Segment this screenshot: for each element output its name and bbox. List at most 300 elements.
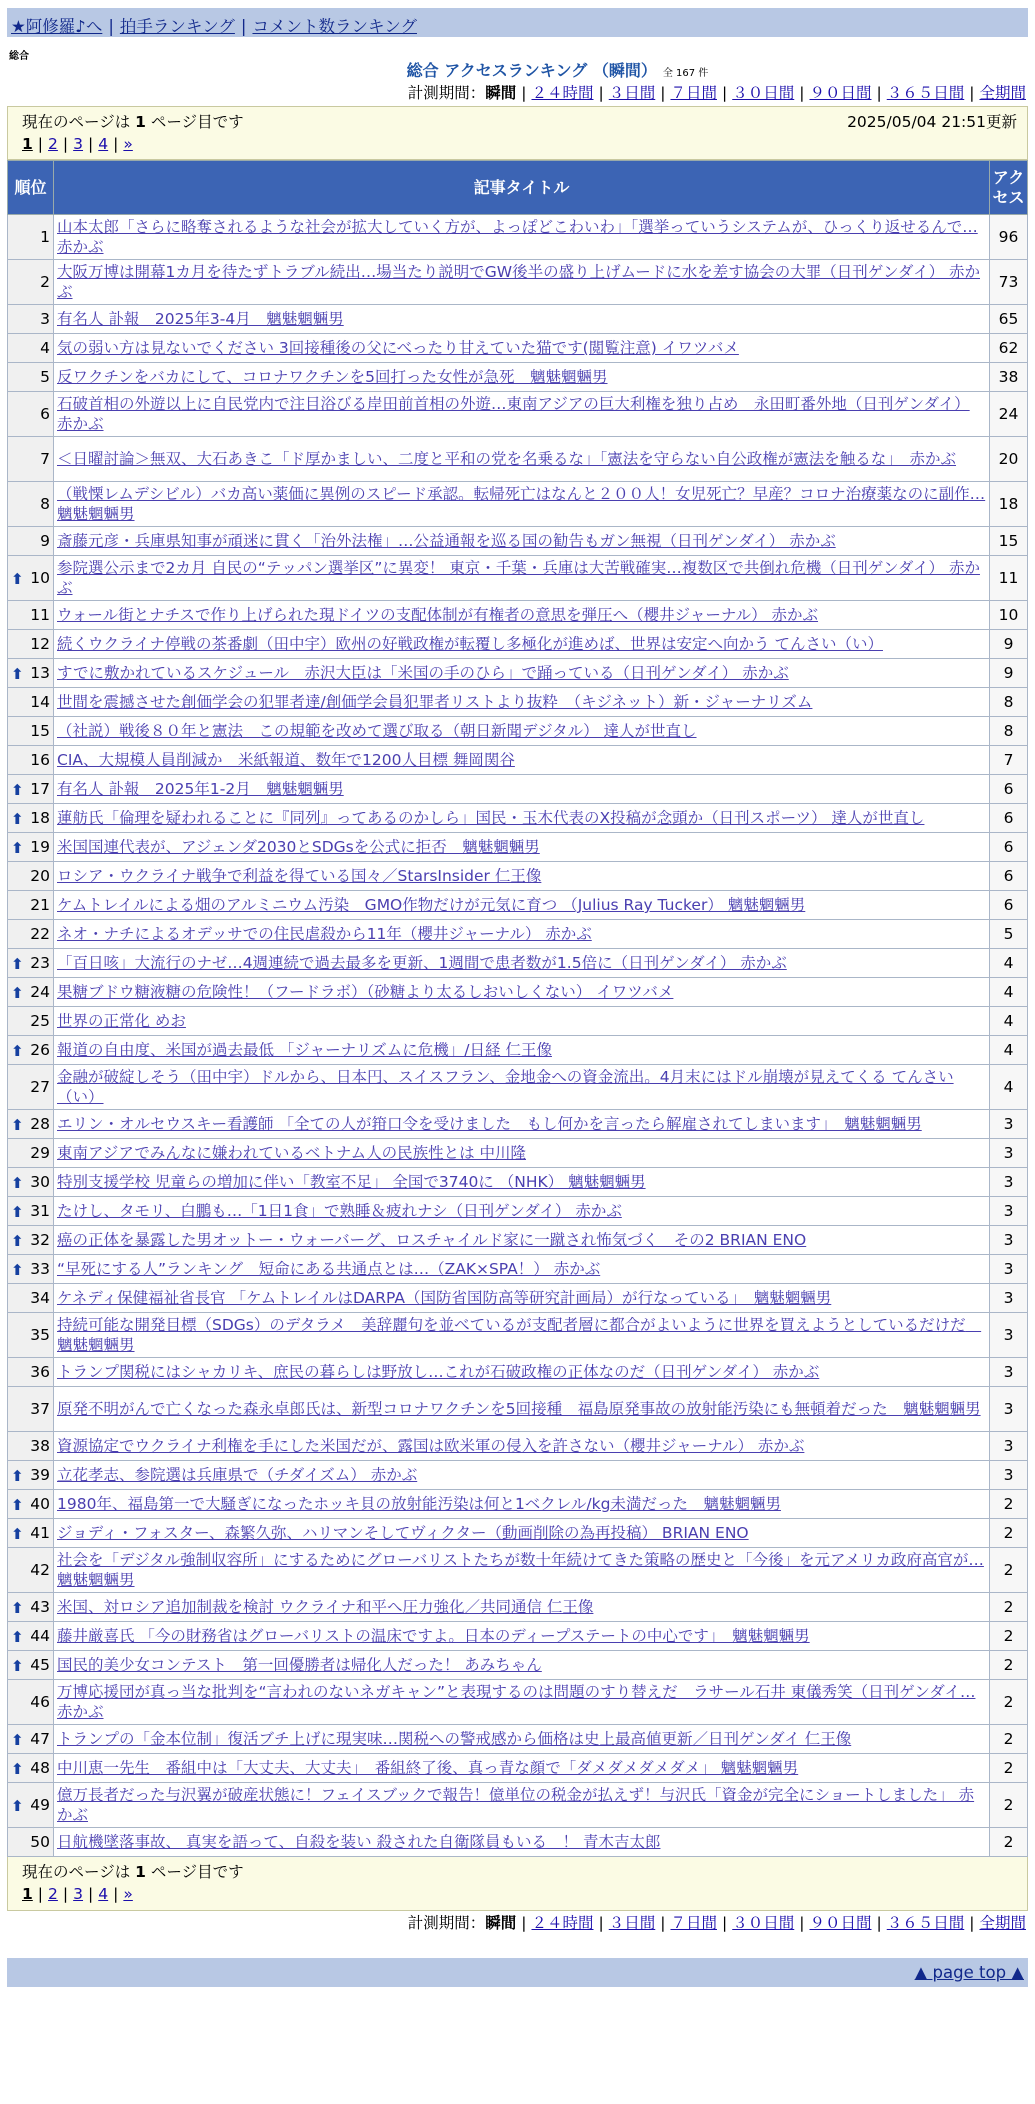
- comment-ranking-link[interactable]: コメント数ランキング: [252, 17, 417, 36]
- rank-number: 48: [30, 1759, 50, 1777]
- access-count: 24: [990, 392, 1028, 437]
- article-title-link[interactable]: 藤井厳喜氏 「今の財務省はグローバリストの温床ですよ。日本のディープステートの中心です」 魑魅魍魎男: [57, 1627, 810, 1645]
- pager-status: [22, 110, 1017, 132]
- access-count: 3: [990, 1168, 1028, 1197]
- access-count: 2: [990, 1680, 1028, 1725]
- article-title-link[interactable]: 米国、対ロシア追加制裁を検討 ウクライナ和平へ圧力強化／共同通信 仁王像: [57, 1598, 594, 1616]
- separator: |: [799, 1914, 805, 1932]
- rank-cell: [8, 833, 54, 862]
- article-title-link[interactable]: 金融が破綻しそう（田中宇）ドルから、日本円、スイスフラン、金地金への資金流出。4月末にはドル崩壊が見えてくる てんさい（い）: [57, 1068, 954, 1106]
- rank-header: 順位: [8, 161, 54, 215]
- article-title-link[interactable]: 原発不明がんで亡くなった森永卓郎氏は、新型コロナワクチンを5回接種 福島原発事故の放射能汚染にも無頓着だった 魑魅魍魎男: [57, 1400, 981, 1418]
- access-count: 2: [990, 1519, 1028, 1548]
- table-row: [8, 260, 1028, 305]
- rank-cell: [8, 630, 54, 659]
- title-cell: [54, 1783, 990, 1828]
- rank-cell: [8, 1461, 54, 1490]
- table-row: [8, 1226, 1028, 1255]
- page-text-pre: 現在のページは: [22, 1863, 131, 1881]
- article-title-link[interactable]: 報道の自由度、米国が過去最低 「ジャーナリズムに危機」/日経 仁王像: [57, 1041, 552, 1059]
- separator: |: [876, 84, 882, 102]
- access-count: 11: [990, 556, 1028, 601]
- bottom-period-link[interactable]: ３日間: [608, 1914, 656, 1932]
- rank-number: 39: [30, 1466, 50, 1484]
- page-number: 1: [135, 1863, 146, 1881]
- access-count: 15: [990, 527, 1028, 556]
- page-title: [87, 61, 1028, 81]
- rank-up-arrow-icon: ⬆: [11, 665, 24, 683]
- separator: |: [969, 84, 975, 102]
- separator: |: [876, 1914, 882, 1932]
- article-title-link[interactable]: 億万長者だった与沢翼が破産状態に！フェイスブックで報告！億単位の税金が払えず！与沢氏「資金が完全にショートしました」 赤かぶ: [57, 1786, 975, 1824]
- rank-cell: [8, 1548, 54, 1593]
- separator: |: [598, 84, 604, 102]
- access-count: 62: [990, 334, 1028, 363]
- title-cell: [54, 978, 990, 1007]
- article-title-link[interactable]: 続くウクライナ停戦の茶番劇（田中宇）欧州の好戦政権が転覆し多極化が進めば、世界は安定へ向かう てんさい（い）: [57, 635, 883, 653]
- top-page-1-link[interactable]: 1: [22, 135, 33, 153]
- bottom-page-link[interactable]: 4: [98, 1885, 109, 1903]
- rank-cell: [8, 601, 54, 630]
- table-row: [8, 363, 1028, 392]
- separator: |: [37, 1885, 44, 1903]
- period-current: 瞬間: [485, 1914, 517, 1932]
- title-cell: [54, 305, 990, 334]
- title-cell: [54, 833, 990, 862]
- title-cell: [54, 482, 990, 527]
- bottom-period-link[interactable]: ２４時間: [531, 1914, 594, 1932]
- title-cell: [54, 215, 990, 260]
- rank-cell: [8, 1255, 54, 1284]
- rank-number: 3: [40, 310, 50, 328]
- title-cell: [54, 392, 990, 437]
- article-title-link[interactable]: 気の弱い方は見ないでください 3回接種後の父にべったり甘えていた猫です(閲覧注意) イワツバメ: [57, 339, 739, 357]
- table-row: [8, 1065, 1028, 1110]
- bottom-page-1-link[interactable]: 1: [22, 1885, 33, 1903]
- table-row: [8, 392, 1028, 437]
- bottom-page-link[interactable]: 3: [73, 1885, 84, 1903]
- top-period-link[interactable]: ３０日間: [732, 84, 795, 102]
- table-row: [8, 334, 1028, 363]
- rank-cell: [8, 688, 54, 717]
- title-cell: [54, 363, 990, 392]
- table-row: [8, 305, 1028, 334]
- table-row: [8, 891, 1028, 920]
- title-cell: [54, 1593, 990, 1622]
- rank-cell: [8, 1168, 54, 1197]
- table-row: [8, 1168, 1028, 1197]
- table-row: [8, 1651, 1028, 1680]
- rank-cell: [8, 1680, 54, 1725]
- table-row: [8, 949, 1028, 978]
- article-title-link[interactable]: たけし、タモリ、白鵬も…「1日1食」で熟睡＆疲れナシ（日刊ゲンダイ） 赤かぶ: [57, 1202, 622, 1220]
- article-title-link[interactable]: 大阪万博は開幕1カ月を待たずトラブル続出…場当たり説明でGW後半の盛り上げムードに水を差す協会の大罪（日刊ゲンダイ） 赤かぶ: [57, 263, 980, 301]
- table-row: [8, 1725, 1028, 1754]
- rank-number: 15: [30, 722, 50, 740]
- rank-number: 22: [30, 925, 50, 943]
- separator: |: [799, 84, 805, 102]
- pager-bottom: [7, 1857, 1028, 1911]
- rank-cell: [8, 482, 54, 527]
- title-cell: [54, 1432, 990, 1461]
- article-title-link[interactable]: 日航機墜落事故、 真実を語って、自殺を装い 殺された自衛隊員もいる ！ 青木吉太郎: [57, 1833, 661, 1851]
- access-count: 3: [990, 1461, 1028, 1490]
- rank-number: 5: [40, 368, 50, 386]
- rank-cell: [8, 1387, 54, 1432]
- rank-up-arrow-icon: ⬆: [11, 810, 24, 828]
- title-cell: [54, 1725, 990, 1754]
- article-title-link[interactable]: すでに敷かれているスケジュール 赤沢大臣は「米国の手のひら」で踊っている（日刊ゲンダイ） 赤かぶ: [57, 664, 789, 682]
- rank-number: 44: [30, 1627, 50, 1645]
- rank-up-arrow-icon: ⬆: [11, 1657, 24, 1675]
- top-page-link[interactable]: 2: [48, 135, 58, 153]
- rank-number: 36: [30, 1363, 50, 1381]
- rank-cell: [8, 949, 54, 978]
- rank-cell: [8, 1226, 54, 1255]
- rank-up-arrow-icon: ⬆: [11, 1467, 24, 1485]
- rank-number: 34: [30, 1289, 50, 1307]
- rank-number: 27: [30, 1078, 50, 1096]
- bottom-period-link[interactable]: ３６５日間: [886, 1914, 965, 1932]
- access-count: 6: [990, 862, 1028, 891]
- rank-number: 42: [30, 1561, 50, 1579]
- title-cell: [54, 659, 990, 688]
- article-title-link[interactable]: ＜日曜討論＞無双、大石あきこ「ド厚かましい、二度と平和の党を名乗るな」「憲法を守らない自公政権が憲法を触るな」 赤かぶ: [57, 450, 957, 468]
- article-title-link[interactable]: 万博応援団が真っ当な批判を“言われのないネガキャン”と表現するのは問題のすり替えだ ラサール石井 東儀秀笑（日刊ゲンダイ… 赤かぶ: [57, 1683, 976, 1721]
- title-cell: [54, 862, 990, 891]
- title-cell: [54, 688, 990, 717]
- access-count: 18: [990, 482, 1028, 527]
- rank-cell: [8, 1110, 54, 1139]
- access-count: 3: [990, 1110, 1028, 1139]
- rank-cell: [8, 437, 54, 482]
- article-title-link[interactable]: 立花孝志、参院選は兵庫県で（チダイズム） 赤かぶ: [57, 1466, 418, 1484]
- article-title-link[interactable]: 世界の正常化 めお: [57, 1012, 186, 1030]
- rank-number: 13: [30, 664, 50, 682]
- access-count: 3: [990, 1313, 1028, 1358]
- article-title-link[interactable]: 癌の正体を暴露した男オットー・ウォーバーグ、ロスチャイルド家に一蹴され怖気づく その2 BRIAN ENO: [57, 1231, 807, 1249]
- rank-number: 18: [30, 809, 50, 827]
- rank-cell: [8, 1593, 54, 1622]
- title-cell: [54, 437, 990, 482]
- article-title-link[interactable]: トランプの「金本位制」復活ブチ上げに現実味…関税への警戒感から価格は史上最高値更新／日刊ゲンダイ 仁王像: [57, 1730, 852, 1748]
- rank-number: 49: [30, 1796, 50, 1814]
- article-title-link[interactable]: 斎藤元彦・兵庫県知事が頑迷に貫く「治外法権」…公益通報を巡る国の勧告もガン無視（日刊ゲンダイ） 赤かぶ: [57, 532, 836, 550]
- rank-cell: [8, 1519, 54, 1548]
- rank-number: 28: [30, 1115, 50, 1133]
- rank-cell: [8, 1139, 54, 1168]
- title-cell: [54, 1548, 990, 1593]
- access-count: 38: [990, 363, 1028, 392]
- table-row: [8, 1461, 1028, 1490]
- separator: |: [88, 135, 94, 153]
- rank-up-arrow-icon: ⬆: [11, 1232, 24, 1250]
- title-cell: [54, 1110, 990, 1139]
- top-period-link[interactable]: ７日間: [670, 84, 717, 102]
- table-row: [8, 1754, 1028, 1783]
- rank-cell: [8, 1783, 54, 1828]
- top-period-link[interactable]: ９０日間: [809, 84, 872, 102]
- ranking-title: 総合 アクセスランキング （瞬間）: [406, 61, 657, 80]
- table-row: [8, 1593, 1028, 1622]
- title-cell: [54, 1387, 990, 1432]
- table-row: [8, 978, 1028, 1007]
- rank-up-arrow-icon: ⬆: [11, 839, 24, 857]
- table-row: [8, 717, 1028, 746]
- separator: |: [62, 1885, 69, 1903]
- table-row: [8, 1783, 1028, 1828]
- rank-number: 16: [30, 751, 50, 769]
- article-title-link[interactable]: ウォール街とナチスで作り上げられた現ドイツの支配体制が有権者の意思を弾圧へ（櫻井ジャーナル） 赤かぶ: [57, 606, 819, 624]
- rank-number: 4: [40, 339, 50, 357]
- access-count: 3: [990, 1226, 1028, 1255]
- access-count: 2: [990, 1622, 1028, 1651]
- article-title-link[interactable]: 東南アジアでみんなに嫌われているベトナム人の民族性とは 中川隆: [57, 1144, 526, 1162]
- table-row: [8, 1036, 1028, 1065]
- rank-up-arrow-icon: ⬆: [11, 1116, 24, 1134]
- top-period-link[interactable]: ２４時間: [531, 84, 594, 102]
- table-row: [8, 1007, 1028, 1036]
- rank-number: 47: [30, 1730, 50, 1748]
- current-page-text: [22, 1860, 244, 1882]
- article-title-link[interactable]: 反ワクチンをバカにして、コロナワクチンを5回打った女性が急死 魑魅魍魎男: [57, 368, 608, 386]
- access-count: 3: [990, 1284, 1028, 1313]
- table-row: [8, 920, 1028, 949]
- article-title-link[interactable]: CIA、大規模人員削減か 米紙報道、数年で1200人目標 舞岡関谷: [57, 751, 515, 769]
- title-cell: [54, 334, 990, 363]
- rank-number: 46: [30, 1693, 50, 1711]
- table-row: [8, 1490, 1028, 1519]
- access-count: 3: [990, 1255, 1028, 1284]
- rank-number: 21: [30, 896, 50, 914]
- rank-up-arrow-icon: ⬆: [11, 1174, 24, 1192]
- title-cell: [54, 556, 990, 601]
- bottom-period-link[interactable]: ９０日間: [809, 1914, 872, 1932]
- rank-up-arrow-icon: ⬆: [11, 1797, 24, 1815]
- period-label: 計測期間：: [407, 1914, 486, 1932]
- article-title-link[interactable]: 資源協定でウクライナ利権を手にした米国だが、露国は欧米軍の侵入を許さない（櫻井ジャーナル） 赤かぶ: [57, 1437, 805, 1455]
- article-title-link[interactable]: 1980年、福島第一で大騒ぎになったホッキ貝の放射能汚染は何と1ベクレル/kg未満だった 魑魅魍魎男: [57, 1495, 781, 1513]
- access-count: 3: [990, 1387, 1028, 1432]
- article-title-link[interactable]: トランプ関税にはシャカリキ、庶民の暮らしは野放し…これが石破政権の正体なのだ（日刊ゲンダイ） 赤かぶ: [57, 1363, 820, 1381]
- article-title-link[interactable]: ロシア・ウクライナ戦争で利益を得ている国々／StarsInsider 仁王像: [57, 867, 542, 885]
- access-count: 20: [990, 437, 1028, 482]
- article-title-link[interactable]: ケネディ保健福祉省長官 「ケムトレイルはDARPA（国防省国防高等研究計画局）が行なっている」 魑魅魍魎男: [57, 1289, 832, 1307]
- table-row: [8, 1680, 1028, 1725]
- rank-number: 30: [30, 1173, 50, 1191]
- rank-up-arrow-icon: ⬆: [11, 955, 24, 973]
- rank-up-arrow-icon: ⬆: [11, 984, 24, 1002]
- access-count: 2: [990, 1754, 1028, 1783]
- article-title-link[interactable]: 米国国連代表が、アジェンダ2030とSDGsを公式に拒否 魑魅魍魎男: [57, 838, 540, 856]
- top-page-link[interactable]: 3: [73, 135, 84, 153]
- table-row: [8, 630, 1028, 659]
- table-row: [8, 775, 1028, 804]
- rank-cell: [8, 392, 54, 437]
- rank-cell: [8, 260, 54, 305]
- title-cell: [54, 717, 990, 746]
- article-title-link[interactable]: ネオ・ナチによるオデッサでの住民虐殺から11年（櫻井ジャーナル） 赤かぶ: [57, 925, 592, 943]
- article-title-link[interactable]: 有名人 訃報 2025年1-2月 魑魅魍魎男: [57, 780, 344, 798]
- rank-up-arrow-icon: ⬆: [11, 1731, 24, 1749]
- rank-number: 11: [30, 606, 50, 624]
- current-page-text: [22, 110, 244, 132]
- access-count: 4: [990, 978, 1028, 1007]
- separator: |: [660, 84, 666, 102]
- article-title-link[interactable]: 有名人 訃報 2025年3-4月 魑魅魍魎男: [57, 310, 344, 328]
- access-count: 9: [990, 659, 1028, 688]
- article-title-link[interactable]: 社会を「デジタル強制収容所」にするためにグローバリストたちが数十年続けてきた策略の歴史と「今後」を元アメリカ政府高官が… 魑魅魍魎男: [57, 1551, 984, 1589]
- table-row: [8, 659, 1028, 688]
- rank-number: 32: [30, 1231, 50, 1249]
- article-title-link[interactable]: 蓮舫氏「倫理を疑われることに『同列』ってあるのかしら」国民・玉木代表のX投稿が念頭か（日刊スポーツ） 達人が世直し: [57, 809, 925, 827]
- rank-number: 20: [30, 867, 50, 885]
- title-cell: [54, 1226, 990, 1255]
- table-row: [8, 437, 1028, 482]
- article-title-link[interactable]: “早死にする人”ランキング 短命にある共通点とは…（ZAK×SPA！） 赤かぶ: [57, 1260, 601, 1278]
- table-row: [8, 215, 1028, 260]
- title-cell: [54, 1754, 990, 1783]
- rank-up-arrow-icon: ⬆: [11, 1042, 24, 1060]
- total-count: 全 167 件: [662, 68, 709, 79]
- page-text-post: ページ目です: [150, 113, 244, 131]
- table-row: [8, 527, 1028, 556]
- rank-number: 41: [30, 1524, 50, 1542]
- clap-ranking-link[interactable]: 拍手ランキング: [119, 17, 235, 36]
- article-title-link[interactable]: 「百日咳」大流行のナゼ…4週連続で過去最多を更新、1週間で患者数が1.5倍に（日刊ゲンダイ） 赤かぶ: [57, 954, 787, 972]
- access-count: 4: [990, 1007, 1028, 1036]
- article-title-link[interactable]: 世間を震撼させた創価学会の犯罪者達/創価学会員犯罪者リストより抜粋 （キジネット）新・ジャーナリズム: [57, 693, 813, 711]
- separator: |: [88, 1885, 94, 1903]
- top-page-link[interactable]: 4: [98, 135, 109, 153]
- bottom-page-link[interactable]: »: [123, 1885, 133, 1903]
- page-number: 1: [135, 113, 146, 131]
- rank-cell: [8, 1358, 54, 1387]
- article-title-link[interactable]: （社説）戦後８０年と憲法 この規範を改めて選び取る（朝日新聞デジタル） 達人が世直し: [57, 722, 697, 740]
- title-cell: [54, 260, 990, 305]
- title-cell: [54, 891, 990, 920]
- period-selector-bottom: [7, 1911, 1028, 1936]
- title-cell: [54, 1139, 990, 1168]
- top-period-link[interactable]: ３６５日間: [886, 84, 965, 102]
- article-title-link[interactable]: 参院選公示まで2カ月 自民の“テッパン選挙区”に異変！ 東京・千葉・兵庫は大苦戦確実…複数区で共倒れ危機（日刊ゲンダイ） 赤かぶ: [57, 559, 980, 597]
- rank-up-arrow-icon: ⬆: [11, 1760, 24, 1778]
- table-row: [8, 556, 1028, 601]
- title-cell: [54, 1284, 990, 1313]
- table-row: [8, 482, 1028, 527]
- asyura-home-link[interactable]: ★阿修羅♪へ: [11, 17, 103, 36]
- top-page-link[interactable]: »: [123, 135, 133, 153]
- article-title-link[interactable]: 持続可能な開発目標（SDGs）のデタラメ 美辞麗句を並べているが支配者層に都合がよいように世界を買えようとしているだけだ 魑魅魍魎男: [57, 1316, 982, 1354]
- article-title-link[interactable]: 山本太郎「さらに略奪されるような社会が拡大していく方が、よっぽどこわいわ」「選挙っていうシステムが、ひっくり返せるんで… 赤かぶ: [57, 218, 978, 256]
- title-cell: [54, 1461, 990, 1490]
- rank-cell: [8, 527, 54, 556]
- article-title-link[interactable]: 特別支援学校 児童らの増加に伴い「教室不足」 全国で3740に （NHK） 魑魅魍魎男: [57, 1173, 646, 1191]
- title-cell: [54, 630, 990, 659]
- separator: |: [37, 135, 44, 153]
- rank-number: 1: [40, 228, 50, 246]
- rank-cell: [8, 1284, 54, 1313]
- bottom-page-link[interactable]: 2: [48, 1885, 58, 1903]
- rank-cell: [8, 1036, 54, 1065]
- article-title-link[interactable]: 果糖ブドウ糖液糖の危険性！（フードラボ）（砂糖より太るしおいしくない） イワツバメ: [57, 983, 674, 1001]
- table-row: [8, 1313, 1028, 1358]
- title-cell: [54, 1036, 990, 1065]
- article-title-link[interactable]: ケムトレイルによる畑のアルミニウム汚染 GMO作物だけが元気に育つ （Julius Ray Tucker） 魑魅魍魎男: [57, 896, 806, 914]
- rank-cell: [8, 862, 54, 891]
- period-label: 計測期間：: [407, 84, 486, 102]
- rank-up-arrow-icon: ⬆: [11, 781, 24, 799]
- top-period-link[interactable]: 全期間: [979, 84, 1026, 102]
- top-period-link[interactable]: ３日間: [608, 84, 656, 102]
- access-count: 6: [990, 775, 1028, 804]
- rank-up-arrow-icon: ⬆: [11, 1599, 24, 1617]
- rank-number: 10: [30, 569, 50, 587]
- article-title-link[interactable]: （戦慄レムデシビル）バカ高い薬価に異例のスピード承認。転帰死亡はなんと２００人！女児死亡？早産？コロナ治療薬なのに副作… 魑魅魍魎男: [57, 485, 986, 523]
- page-top-link[interactable]: ▲ page top ▲: [914, 1963, 1024, 1982]
- article-title-link[interactable]: 石破首相の外遊以上に自民党内で注目浴びる岸田前首相の外遊…東南アジアの巨大利権を独り占め 永田町番外地（日刊ゲンダイ） 赤かぶ: [57, 395, 970, 433]
- rank-number: 25: [30, 1012, 50, 1030]
- period-selector-top: [7, 81, 1028, 106]
- rank-number: 37: [30, 1400, 50, 1418]
- rank-number: 50: [30, 1833, 50, 1851]
- table-row: [8, 862, 1028, 891]
- rank-number: 40: [30, 1495, 50, 1513]
- table-row: [8, 1548, 1028, 1593]
- bottom-period-link[interactable]: 全期間: [979, 1914, 1026, 1932]
- bottom-period-link[interactable]: ７日間: [670, 1914, 717, 1932]
- article-title-link[interactable]: エリン・オルセウスキー看護師 「全ての人が箝口令を受けました もし何かを言ったら解雇されてしまいます」 魑魅魍魎男: [57, 1115, 922, 1133]
- rank-number: 23: [30, 954, 50, 972]
- table-row: [8, 1432, 1028, 1461]
- title-cell: [54, 1197, 990, 1226]
- separator: |: [598, 1914, 604, 1932]
- table-row: [8, 1110, 1028, 1139]
- access-count: 4: [990, 949, 1028, 978]
- rank-number: 17: [30, 780, 50, 798]
- title-cell: [54, 1828, 990, 1857]
- title-cell: [54, 1680, 990, 1725]
- rank-cell: [8, 920, 54, 949]
- rank-cell: [8, 659, 54, 688]
- access-count: 4: [990, 1065, 1028, 1110]
- rank-up-arrow-icon: ⬆: [11, 1525, 24, 1543]
- article-title-link[interactable]: 国民的美少女コンテスト 第一回優勝者は帰化人だった！ あみちゃん: [57, 1656, 542, 1674]
- access-count: 2: [990, 1490, 1028, 1519]
- bottom-period-link[interactable]: ３０日間: [732, 1914, 795, 1932]
- title-cell: [54, 1007, 990, 1036]
- title-cell: [54, 920, 990, 949]
- title-cell: [54, 1490, 990, 1519]
- page-links: [22, 132, 1017, 156]
- access-count: 4: [990, 1036, 1028, 1065]
- rank-cell: [8, 1197, 54, 1226]
- access-count: 6: [990, 833, 1028, 862]
- access-count: 2: [990, 1548, 1028, 1593]
- article-title-link[interactable]: 中川恵一先生 番組中は「大丈夫、大丈夫」 番組終了後、真っ青な顔で「ダメダメダメダメ」 魑魅魍魎男: [57, 1759, 799, 1777]
- table-row: [8, 688, 1028, 717]
- rank-up-arrow-icon: ⬆: [11, 1496, 24, 1514]
- article-title-link[interactable]: ジョディ・フォスター、森繁久弥、ハリマンそしてヴィクター（動画削除の為再投稿） BRIAN ENO: [57, 1524, 749, 1542]
- separator: |: [113, 135, 119, 153]
- rank-cell: [8, 305, 54, 334]
- table-row: [8, 804, 1028, 833]
- separator: |: [969, 1914, 975, 1932]
- rank-number: 43: [30, 1598, 50, 1616]
- top-nav-bar: ★阿修羅♪へ | 拍手ランキング | コメント数ランキング: [7, 8, 1028, 37]
- table-row: [8, 1358, 1028, 1387]
- rank-number: 38: [30, 1437, 50, 1455]
